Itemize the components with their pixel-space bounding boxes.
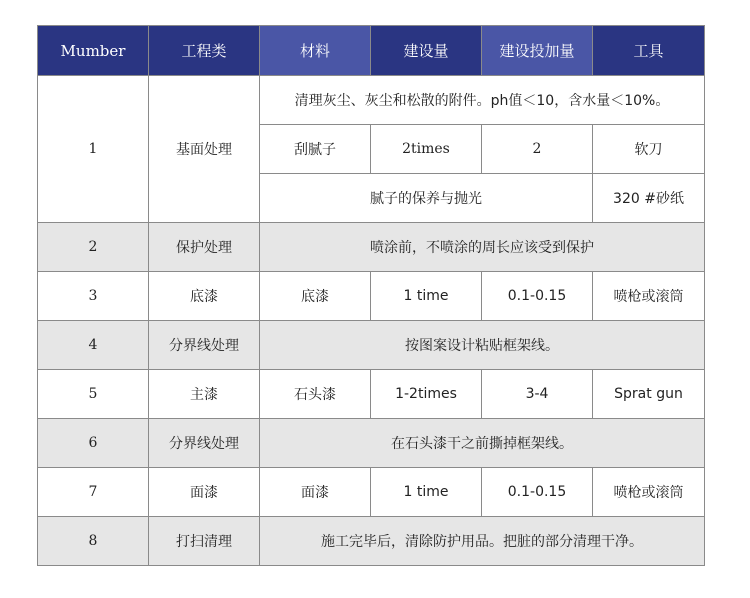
table-row-3 xyxy=(38,272,705,321)
row-note: 按图案设计粘贴框架线。 xyxy=(260,321,705,370)
row-category: 基面处理 xyxy=(149,76,260,223)
row-material: 面漆 xyxy=(260,468,371,517)
row-amount: 1 time xyxy=(371,468,482,517)
row-amount: 2times xyxy=(371,125,482,174)
table-row-5 xyxy=(38,370,705,419)
row-material: 刮腻子 xyxy=(260,125,371,174)
row-category: 打扫清理 xyxy=(149,517,260,566)
construction-spec-table xyxy=(37,25,705,566)
row-number: 6 xyxy=(38,419,149,468)
header-material: 材料 xyxy=(260,26,371,76)
row-dosage: 0.1-0.15 xyxy=(482,468,593,517)
row-material: 底漆 xyxy=(260,272,371,321)
header-number: Mumber xyxy=(38,26,149,76)
row-tool: Sprat gun xyxy=(593,370,705,419)
row-dosage: 0.1-0.15 xyxy=(482,272,593,321)
row-amount: 1-2times xyxy=(371,370,482,419)
row-number: 2 xyxy=(38,223,149,272)
row-category: 保护处理 xyxy=(149,223,260,272)
row-dosage: 2 xyxy=(482,125,593,174)
header-amount: 建设量 xyxy=(371,26,482,76)
table-row-6 xyxy=(38,419,705,468)
row-note: 喷涂前，不喷涂的周长应该受到保护 xyxy=(260,223,705,272)
row-note: 在石头漆干之前撕掉框架线。 xyxy=(260,419,705,468)
row-number: 4 xyxy=(38,321,149,370)
row-note: 清理灰尘、灰尘和松散的附件。ph值＜10，含水量＜10%。 xyxy=(260,76,705,125)
row-note: 施工完毕后，清除防护用品。把脏的部分清理干净。 xyxy=(260,517,705,566)
row-material: 石头漆 xyxy=(260,370,371,419)
table-row-7 xyxy=(38,468,705,517)
row-number: 3 xyxy=(38,272,149,321)
header-row xyxy=(38,26,705,76)
table-row-4 xyxy=(38,321,705,370)
row-tool: 喷枪或滚筒 xyxy=(593,272,705,321)
table-row-1 xyxy=(38,76,705,125)
row-note: 腻子的保养与抛光 xyxy=(260,174,593,223)
row-category: 分界线处理 xyxy=(149,321,260,370)
row-tool: 320 #砂纸 xyxy=(593,174,705,223)
row-category: 面漆 xyxy=(149,468,260,517)
row-number: 7 xyxy=(38,468,149,517)
row-tool: 喷枪或滚筒 xyxy=(593,468,705,517)
row-amount: 1 time xyxy=(371,272,482,321)
header-dosage: 建设投加量 xyxy=(482,26,593,76)
row-tool: 软刀 xyxy=(593,125,705,174)
row-number: 5 xyxy=(38,370,149,419)
row-category: 主漆 xyxy=(149,370,260,419)
header-category: 工程类 xyxy=(149,26,260,76)
row-number: 1 xyxy=(38,76,149,223)
row-category: 分界线处理 xyxy=(149,419,260,468)
row-dosage: 3-4 xyxy=(482,370,593,419)
table-row-2 xyxy=(38,223,705,272)
row-number: 8 xyxy=(38,517,149,566)
row-category: 底漆 xyxy=(149,272,260,321)
table-row-8 xyxy=(38,517,705,566)
header-tool: 工具 xyxy=(593,26,705,76)
